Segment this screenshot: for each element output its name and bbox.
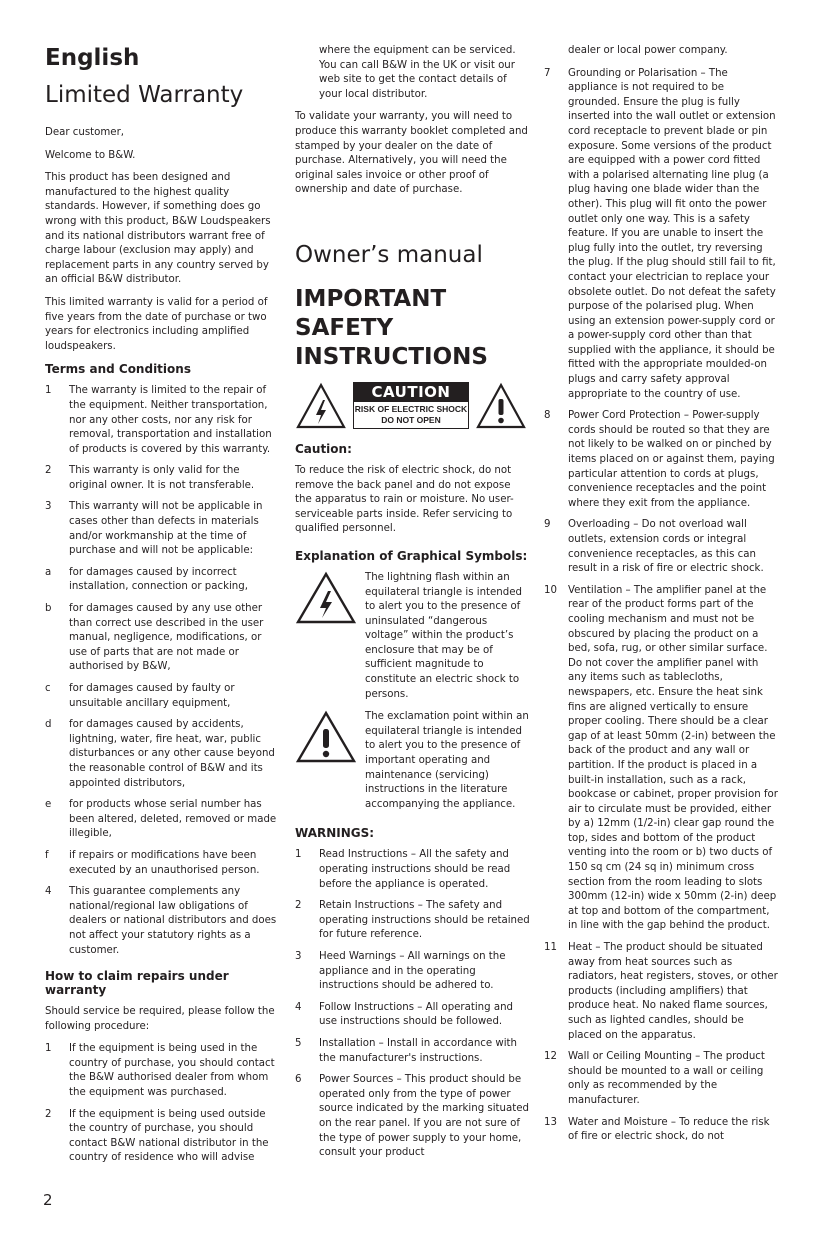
item-mark: 6 [295,1074,302,1086]
caution-title: CAUTION [354,383,468,402]
claim-item [45,1042,278,1100]
item-text: Power Cord Protection – Power-supply cords should be routed so that they are not likely to be walked on or pinched by items placed on or against them, paying particular attention to cords at plugs, convenience receptacles and the point where they exit from the appliance. [568,410,775,509]
item-text: This warranty will not be applicable in cases other than defects in materials and/or workmanship at the time of purchase and will not be applicable: [69,501,263,557]
warning-item [544,1116,778,1145]
item-text: Installation – Install in accordance with the manufacturer's instructions. [319,1037,517,1064]
important-line: IMPORTANT [295,285,447,312]
claim-intro: Should service be required, please follow the following procedure: [45,1006,275,1032]
lightning-triangle-icon [295,571,357,625]
terms-heading: Terms and Conditions [45,362,191,377]
owners-manual-heading: Owner’s manual [295,241,483,268]
warning-item [295,1073,530,1161]
claim-continuation: where the equipment can be serviced. You can call B&W in the UK or visit our web site to get the contact details of your local distributor. [319,45,516,100]
column-warranty [45,44,278,1173]
column-safety [295,44,530,1168]
warranty-title: Limited Warranty [45,82,244,108]
terms-item [45,464,278,493]
terms-item [45,849,278,878]
welcome-text: Welcome to B&W. [45,149,136,161]
exclamation-warning-icon [475,382,527,430]
item-mark: 8 [544,410,551,422]
terms-item [45,500,278,558]
item-mark: 10 [544,584,557,596]
lightning-explanation-text: The lightning flash within an equilateral triangle is intended to alert you to the presence of uninsulated “dangerous voltage” within the product’s enclosure that may be of sufficient magnitude to constitute an electric shock to persons. [365,571,522,700]
item-text: If the equipment is being used in the country of purchase, you should contact the B&W authorised dealer from whom the equipment was purchased. [69,1043,275,1099]
item-mark: a [45,566,52,578]
item-mark: 1 [45,385,52,397]
item-mark: 4 [295,1001,302,1013]
item-mark: 13 [544,1116,557,1128]
warnings-heading: WARNINGS: [295,826,375,841]
caution-subtext [354,402,468,428]
caution-line-1: RISK OF ELECTRIC SHOCK [354,404,468,415]
caution-label-graphic [295,382,530,430]
item-text: for damages caused by faulty or unsuitable ancillary equipment, [69,683,235,709]
power-source-continuation: dealer or local power company. [568,45,728,56]
lightning-warning-icon [295,382,347,430]
item-mark: 3 [45,501,52,513]
claim-item [45,1108,278,1166]
language-heading: English [45,45,140,71]
lightning-explanation [295,571,530,702]
item-text: Retain Instructions – The safety and operating instructions should be retained for future reference. [319,900,530,941]
item-mark: b [45,603,52,615]
warning-item [544,518,778,576]
warning-item [295,899,530,943]
item-text: If the equipment is being used outside the country of purchase, you should contact B&W national distributor in the country of residence who will advise [69,1108,269,1164]
item-text: for products whose serial number has been altered, deleted, removed or made illegible, [69,799,277,840]
item-text: Follow Instructions – All operating and use instructions should be followed. [319,1001,514,1028]
warning-item [544,409,778,511]
warning-item [295,1001,530,1030]
item-text: for damages caused by accidents, lightning, water, fire heat, war, public disturbances or any other cause beyond the reasonable control of B&W and its appointed distributors, [69,719,275,789]
warning-item [544,1050,778,1108]
item-text: for damages caused by any use other than correct use described in the user manual, negligence, modifications, or use of parts that are not made or authorised by B&W, [69,603,264,673]
validate-paragraph: To validate your warranty, you will need to produce this warranty booklet completed and stamped by your dealer on the date of purchase. Alternatively, you will need the original sales invoice or other proof of ownership and date of purchase. [295,111,528,196]
caution-heading: Caution: [295,441,352,456]
item-mark: 7 [544,67,551,79]
item-text: This guarantee complements any national/regional law obligations of dealers or national distributors and does not affect your statutory rights as a customer. [69,886,277,956]
terms-item [45,718,278,791]
item-mark: 5 [295,1037,302,1049]
terms-item [45,682,278,711]
terms-item [45,798,278,842]
item-mark: 3 [295,950,302,962]
item-text: Grounding or Polarisation – The appliance is not required to be grounded. Ensure the plug is fully inserted into the wall outlet or extension cord receptacle to prevent blade or pin exposure. Some versions of the product are equipped with a power cord fitted with a polarised alternating line plug (a plug having one blade wider than the other). This plug will fit onto the power outlet only one way. This is a safety feature. If you are unable to insert the plug fully into the outlet, try reversing the plug. If the plug should still fail to fit, contact your electrician to replace your obsolete outlet. Do not defeat the safety purpose of the polarised plug. When using an extension power-supply cord or a power-supply cord other than that supplied with the appliance, it should be fitted with the appropriate moulded-on plugs and carry safety approval appropriate to the country of use. [568,67,776,400]
item-text: This warranty is only valid for the original owner. It is not transferable. [69,465,255,491]
item-text: Water and Moisture – To reduce the risk of fire or electric shock, do not [568,1116,770,1143]
item-text: Wall or Ceiling Mounting – The product should be mounted to a wall or ceiling only as recommended by the manufacturer. [568,1051,765,1106]
item-mark: 11 [544,942,557,954]
page-number: 2 [43,1191,53,1209]
exclamation-explanation-text: The exclamation point within an equilateral triangle is intended to alert you to the presence of important operating and maintenance (servicing) instructions in the literature accompanying the appliance. [365,711,529,810]
item-text: Overloading – Do not overload wall outlets, extension cords or integral convenience receptacles, as this can result in a risk of fire or electric shock. [568,519,764,575]
item-mark: 2 [45,465,52,477]
important-safety-heading [295,285,530,372]
important-line: SAFETY [295,314,394,341]
item-text: for damages caused by incorrect installation, connection or packing, [69,566,248,593]
item-text: The warranty is limited to the repair of the equipment. Neither transportation, nor any other costs, nor any risk for removal, transportation and installation of products is covered by this warranty. [69,385,272,455]
exclamation-explanation [295,710,530,812]
warning-item [295,950,530,994]
item-text: Heed Warnings – All warnings on the appliance and in the operating instructions should be adhered to. [319,950,506,992]
warning-item [295,848,530,892]
warning-item [544,584,778,934]
terms-item [45,566,278,595]
item-text: Read Instructions – All the safety and operating instructions should be read before the appliance is operated. [319,849,511,890]
caution-line-2: DO NOT OPEN [381,415,441,426]
intro-paragraph: This product has been designed and manufactured to the highest quality standards. However, if something does go wrong with this product, B&W Loudspeakers and its national distributors warrant free of charge labour (exclusion may apply) and replacement parts in any country served by an official B&W distributor. [45,172,271,286]
item-mark: 2 [45,1108,52,1120]
terms-item [45,602,278,675]
exclamation-triangle-icon [295,710,357,764]
important-line: INSTRUCTIONS [295,343,488,370]
item-mark: e [45,799,52,811]
item-text: if repairs or modifications have been executed by an unauthorised person. [69,849,260,876]
warning-item [544,941,778,1043]
item-mark: 12 [544,1051,557,1063]
item-mark: 2 [295,900,302,912]
item-mark: d [45,719,52,731]
item-text: Power Sources – This product should be operated only from the type of power source indicated by the marking situated on the rear panel. If you are not sure of the type of power supply to your home, consult your product [319,1074,529,1159]
caution-paragraph: To reduce the risk of electric shock, do not remove the back panel and do not expose the apparatus to rain or moisture. No user-serviceable parts inside. Refer servicing to qualified personnel. [295,464,514,535]
validity-paragraph: This limited warranty is valid for a period of five years from the date of purchase or two years for electronics including amplified loudspeakers. [45,296,268,352]
claim-heading: How to claim repairs under warranty [45,969,229,998]
item-text: Heat – The product should be situated away from heat sources such as radiators, heat registers, stoves, or other products (including amplifiers) that produce heat. No naked flame sources, such as lighted candles, should be placed on the apparatus. [568,942,778,1041]
item-mark: c [45,683,51,694]
column-safety-continued [544,44,778,1152]
caution-box [353,382,469,429]
item-mark: 1 [45,1043,52,1055]
symbols-heading: Explanation of Graphical Symbols: [295,548,528,563]
warning-item [295,1037,530,1066]
item-mark: 1 [295,849,302,861]
greeting: Dear customer, [45,127,124,138]
terms-item [45,885,278,958]
item-text: Ventilation – The amplifier panel at the rear of the product forms part of the cooling mechanism and must not be obscured by placing the product on a bed, sofa, rug, or other similar surface. Do not cover the amplifier panel with any items such as tablecloths, newspapers, etc. Ensure the heat sink fins are aligned vertically to ensure proper cooling. There should be a clear gap of at least 50mm (2-in) between the back of the product and any wall or partition. If the product is placed in a built-in installation, such as a rack, bookcase or cabinet, proper provision for air to circulate must be provided, either by a) 12mm (1/2-in) clear gap round the top, sides and bottom of the product venting into the room or b) two ducts of 150 sq cm (24 sq in) minimum cross section from the room leading to slots 300mm (12-in) wide x 50mm (2-in) deep at top and bottom of the compartment, in line with the gap behind the product. [568,584,778,932]
item-mark: 4 [45,886,52,898]
warning-item [544,67,778,403]
item-mark: 9 [544,519,551,531]
terms-item [45,384,278,457]
item-mark: f [45,849,49,861]
